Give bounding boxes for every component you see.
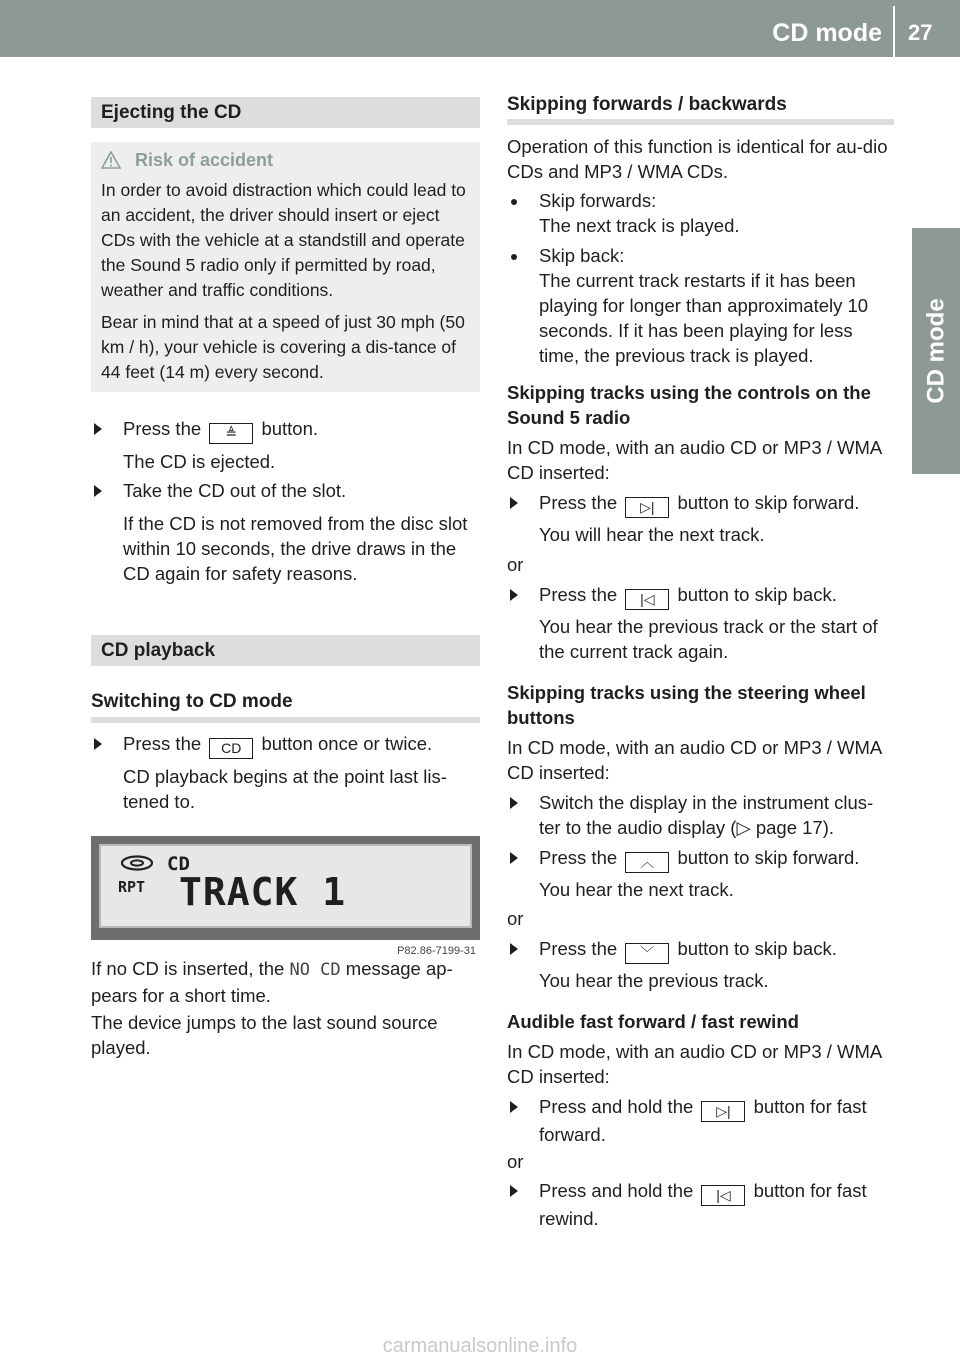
step-arrow-icon [510, 589, 518, 601]
warning-box [91, 142, 480, 392]
step-text: Press and hold the [539, 1180, 694, 1201]
warning-paragraph-1: In order to avoid distraction which could lead to an accident, the driver should insert or eject CDs with the vehicle at a standstill and operate the Sound 5 radio only if permitted by road, weather and traffic conditions. [101, 180, 466, 300]
next-track-key-icon: ▷| [701, 1101, 745, 1122]
jump-paragraph: The device jumps to the last sound source played. [91, 1012, 438, 1058]
subheading-controls: Skipping tracks using the controls on the Sound 5 radio [507, 382, 871, 428]
display-screen [99, 844, 472, 928]
step-text: Take the CD out of the slot. [123, 480, 347, 501]
cd-key-icon: CD [209, 738, 253, 759]
step-skip-forward [507, 490, 894, 518]
radio-display-image [91, 836, 480, 940]
bullet-text: The next track is played. [539, 215, 740, 236]
or-text: or [507, 908, 524, 929]
header-divider [893, 6, 895, 57]
step-text: button for fast rewind. [539, 1180, 867, 1229]
paragraph-text: If no CD is inserted, the [91, 958, 285, 979]
bullet-skip-forwards [507, 188, 894, 238]
display-track-label: TRACK 1 [179, 870, 347, 914]
step-text: button. [261, 418, 319, 439]
page-ref-arrow-icon: ▷ [736, 817, 756, 838]
step-text: button for fast forward. [539, 1096, 867, 1145]
page-number: 27 [908, 20, 933, 45]
steering-down-key-icon: ﹀ [625, 943, 669, 964]
side-tab-label-wrap [912, 228, 960, 474]
step-arrow-icon [94, 423, 102, 435]
warning-paragraph-2: Bear in mind that at a speed of just 30 mph (50 km / h), your vehicle is covering a dis-tance of 44 feet (14 m) every second. [101, 312, 465, 382]
step-result: You will hear the next track. [539, 524, 765, 545]
step-switch-display [507, 790, 894, 840]
subheading-steering: Skipping tracks using the steering wheel buttons [507, 682, 866, 728]
warning-triangle-icon [101, 151, 121, 169]
page-reference[interactable]: page 17). [755, 817, 835, 838]
previous-track-key-icon: |◁ [625, 589, 669, 610]
bullet-text: The current track restarts if it has been playing for longer than approximately 10 seconds. If it has been playing for less time, the previous track is played. [539, 270, 869, 366]
bullet-dot [511, 199, 517, 205]
step-arrow-icon [510, 943, 518, 955]
step-text: Press and hold the [539, 1096, 694, 1117]
step-take-cd [91, 478, 480, 503]
step-arrow-icon [510, 1101, 518, 1113]
header-title: CD mode [772, 19, 882, 47]
step-text: Press the [123, 418, 202, 439]
step-result: You hear the previous track. [539, 970, 769, 991]
audible-intro: In CD mode, with an audio CD or MP3 / WMA CD inserted: [507, 1041, 882, 1087]
step-steering-back [507, 936, 894, 964]
side-tab-label: CD mode [922, 298, 950, 404]
step-arrow-icon [94, 738, 102, 750]
subheading-audible: Audible fast forward / fast rewind [507, 1011, 799, 1032]
heading-rule [91, 717, 480, 723]
steering-up-key-icon: ︿ [625, 852, 669, 873]
step-text: Press the [539, 492, 618, 513]
step-arrow-icon [94, 485, 102, 497]
step-arrow-icon [510, 852, 518, 864]
step-result: CD playback begins at the point last lis-tened to. [123, 766, 447, 812]
step-result: You hear the next track. [539, 879, 734, 900]
step-result: If the CD is not removed from the disc slot within 10 seconds, the drive draws in the CD again for safety reasons. [123, 513, 468, 584]
bullet-dot [511, 254, 517, 260]
next-track-key-icon: ▷| [625, 497, 669, 518]
previous-track-key-icon: |◁ [701, 1185, 745, 1206]
step-result: You hear the previous track or the start of the current track again. [539, 616, 878, 662]
bullet-skip-back [507, 243, 894, 368]
step-text: Press the [539, 584, 618, 605]
section-heading-ejecting: Ejecting the CD [91, 97, 480, 128]
step-fast-forward [507, 1094, 894, 1147]
steering-intro: In CD mode, with an audio CD or MP3 / WMA CD inserted: [507, 737, 882, 783]
display-rpt-label: RPT [118, 878, 146, 896]
step-arrow-icon [510, 1185, 518, 1197]
step-text: button to skip back. [677, 584, 837, 605]
step-text: Switch the display in the instrument clus-ter to the audio display ( [539, 792, 874, 838]
step-text: button to skip forward. [677, 492, 860, 513]
step-skip-back [507, 582, 894, 610]
subheading-skipping: Skipping forwards / backwards [507, 94, 787, 115]
subheading-switching: Switching to CD mode [91, 691, 293, 712]
step-text: button to skip forward. [677, 847, 860, 868]
step-fast-rewind [507, 1178, 894, 1231]
eject-key-icon: ≜ [209, 423, 253, 444]
no-cd-message: NO CD [289, 960, 341, 980]
step-text: Press the [539, 847, 618, 868]
disc-icon [120, 855, 154, 871]
step-arrow-icon [510, 797, 518, 809]
footer-watermark: carmanualsonline.info [382, 1335, 578, 1357]
or-text: or [507, 554, 524, 575]
display-cd-label: CD [167, 853, 190, 875]
step-press-eject [91, 416, 480, 444]
heading-rule [507, 119, 894, 125]
no-cd-paragraph [91, 956, 480, 1008]
step-press-cd [91, 731, 480, 759]
warning-title-text: Risk of accident [135, 149, 274, 170]
warning-title [101, 142, 470, 178]
paragraph-text: message ap-pears for a short time. [91, 958, 453, 1006]
step-text: button to skip back. [677, 938, 837, 959]
step-result: The CD is ejected. [123, 451, 276, 472]
step-text: Press the [539, 938, 618, 959]
bullet-title: Skip forwards: [539, 190, 657, 211]
bullet-title: Skip back: [539, 245, 625, 266]
figure-code: P82.86-7199-31 [397, 945, 476, 957]
step-text: Press the [123, 733, 202, 754]
skip-intro: Operation of this function is identical for au-dio CDs and MP3 / WMA CDs. [507, 136, 888, 182]
step-steering-forward [507, 845, 894, 873]
step-text: button once or twice. [261, 733, 433, 754]
or-text: or [507, 1151, 524, 1172]
controls-intro: In CD mode, with an audio CD or MP3 / WMA CD inserted: [507, 437, 882, 483]
step-arrow-icon [510, 497, 518, 509]
section-heading-playback: CD playback [91, 635, 480, 666]
